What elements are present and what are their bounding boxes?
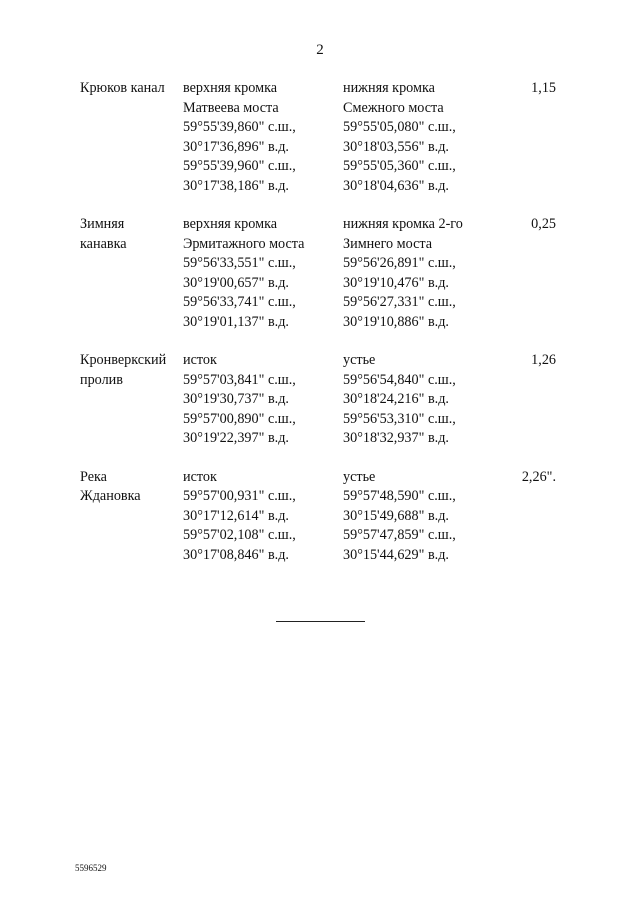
end-line: 30°18'03,556" в.д. bbox=[343, 138, 449, 155]
end-line: 59°55'05,360" с.ш., bbox=[343, 158, 456, 174]
page-number: 2 bbox=[316, 42, 324, 58]
end-line: 59°56'53,310" с.ш., bbox=[343, 410, 456, 427]
start-line: 59°57'00,931" с.ш., bbox=[183, 488, 296, 504]
start-line: Эрмитажного моста bbox=[183, 235, 305, 252]
name-line: Ждановка bbox=[80, 488, 141, 504]
start-line: 30°17'36,896" в.д. bbox=[183, 138, 289, 155]
footer-rule bbox=[276, 621, 365, 622]
start-line: исток bbox=[183, 352, 217, 368]
section-start bbox=[183, 351, 343, 449]
end-line: 30°18'04,636" в.д. bbox=[343, 177, 449, 194]
waterway-name bbox=[80, 215, 180, 254]
end-line: 30°15'44,629" в.д. bbox=[343, 546, 449, 563]
section-length: 1,26 bbox=[531, 352, 556, 368]
name-line: Река bbox=[80, 468, 107, 485]
name-line: канавка bbox=[80, 235, 127, 252]
end-line: 59°56'26,891" с.ш., bbox=[343, 255, 456, 271]
start-line: 30°17'08,846" в.д. bbox=[183, 546, 289, 563]
start-line: 59°57'00,890" с.ш., bbox=[183, 410, 296, 427]
start-line: 30°17'12,614" в.д. bbox=[183, 507, 289, 524]
section-length: 0,25 bbox=[531, 216, 556, 232]
start-line: 30°17'38,186" в.д. bbox=[183, 177, 289, 194]
name-line: Крюков канал bbox=[80, 80, 165, 96]
end-line: 59°55'05,080" с.ш., bbox=[343, 119, 456, 135]
end-line: 59°56'54,840" с.ш., bbox=[343, 371, 456, 388]
end-line: 30°19'10,476" в.д. bbox=[343, 274, 449, 291]
end-line: 59°56'27,331" с.ш., bbox=[343, 294, 456, 310]
start-line: исток bbox=[183, 468, 217, 485]
name-line: Кронверкский bbox=[80, 352, 167, 368]
start-line: верхняя кромка bbox=[183, 216, 278, 232]
document-code: 5596529 bbox=[75, 863, 107, 873]
end-line: нижняя кромка bbox=[343, 80, 435, 96]
section-start bbox=[183, 215, 343, 332]
end-line: устье bbox=[343, 352, 376, 368]
start-line: Матвеева моста bbox=[183, 99, 279, 116]
start-line: 59°55'39,960" с.ш., bbox=[183, 158, 296, 174]
section-start bbox=[183, 79, 343, 196]
end-line: Смежного моста bbox=[343, 99, 444, 116]
table-row bbox=[0, 79, 640, 196]
table-row bbox=[0, 215, 640, 332]
section-length: 2,26". bbox=[521, 468, 556, 485]
start-line: 30°19'00,657" в.д. bbox=[183, 274, 289, 291]
name-line: Зимняя bbox=[80, 216, 125, 232]
name-line: пролив bbox=[80, 371, 123, 388]
waterway-name bbox=[80, 79, 180, 99]
start-line: 59°55'39,860" с.ш., bbox=[183, 119, 296, 135]
waterway-table bbox=[0, 79, 640, 584]
start-line: 59°56'33,741" с.ш., bbox=[183, 294, 296, 310]
end-line: 30°19'10,886" в.д. bbox=[343, 313, 449, 330]
end-line: 59°57'47,859" с.ш., bbox=[343, 527, 456, 543]
start-line: 59°57'03,841" с.ш., bbox=[183, 371, 296, 388]
end-line: нижняя кромка 2-го bbox=[343, 216, 463, 232]
start-line: 30°19'22,397" в.д. bbox=[183, 430, 289, 446]
end-line: устье bbox=[343, 468, 376, 485]
section-start bbox=[183, 468, 343, 566]
start-line: 59°56'33,551" с.ш., bbox=[183, 255, 296, 271]
waterway-name bbox=[80, 351, 180, 390]
end-line: 30°18'24,216" в.д. bbox=[343, 391, 449, 407]
table-row bbox=[0, 468, 640, 566]
section-length: 1,15 bbox=[531, 80, 556, 96]
end-line: Зимнего моста bbox=[343, 235, 433, 252]
start-line: верхняя кромка bbox=[183, 80, 278, 96]
start-line: 59°57'02,108" с.ш., bbox=[183, 527, 296, 543]
start-line: 30°19'30,737" в.д. bbox=[183, 391, 289, 407]
end-line: 59°57'48,590" с.ш., bbox=[343, 488, 456, 504]
start-line: 30°19'01,137" в.д. bbox=[183, 313, 289, 330]
end-line: 30°15'49,688" в.д. bbox=[343, 507, 449, 524]
end-line: 30°18'32,937" в.д. bbox=[343, 430, 449, 446]
table-row bbox=[0, 351, 640, 449]
waterway-name bbox=[80, 468, 180, 507]
